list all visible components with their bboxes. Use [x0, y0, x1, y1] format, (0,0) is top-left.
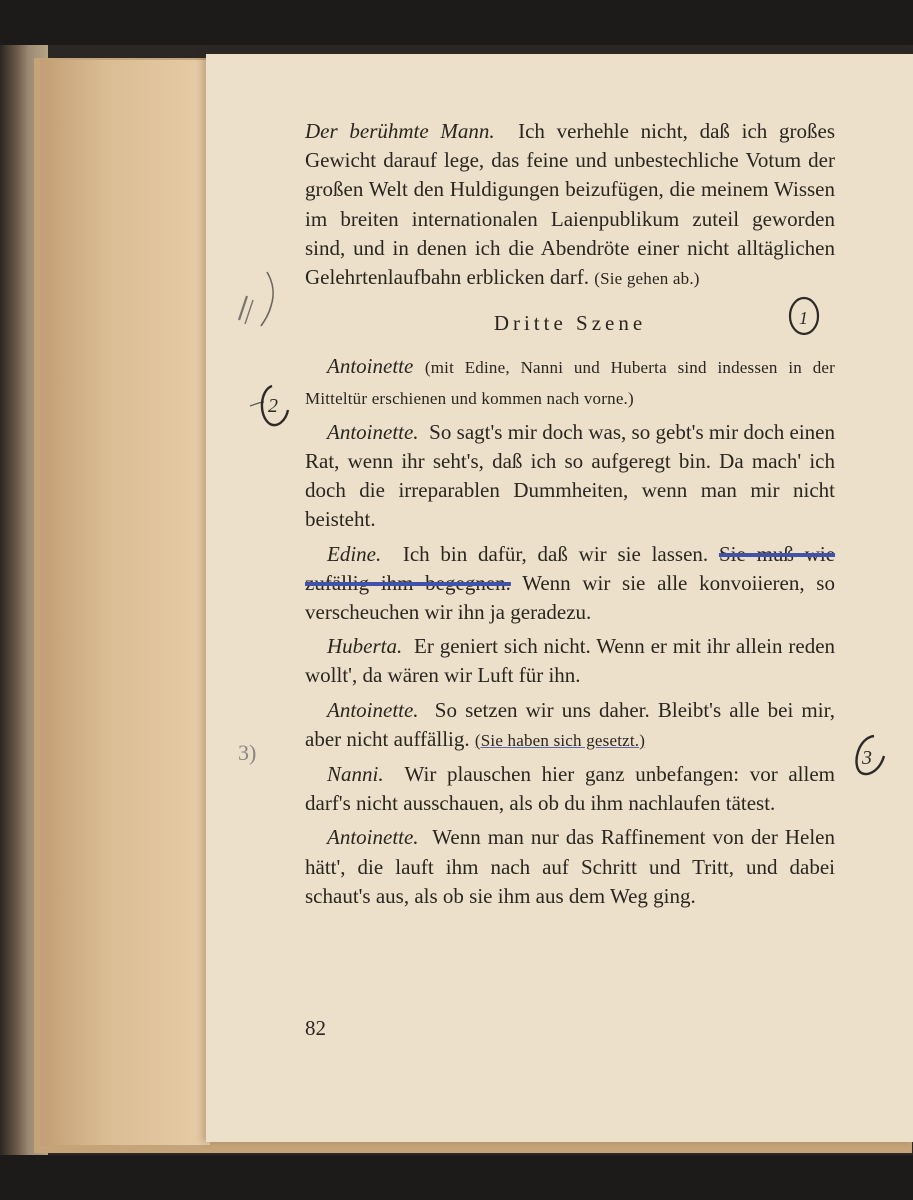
speaker-name: Antoinette.	[327, 697, 419, 722]
svg-text:3: 3	[862, 747, 872, 769]
svg-text:3): 3)	[238, 740, 257, 765]
circled-3-mark	[846, 730, 892, 780]
dialogue-text: So setzen wir uns daher. Bleibt's alle bei mir, aber nicht auffällig.	[305, 697, 835, 751]
stage-direction: (Sie gehen ab.)	[594, 269, 700, 289]
dialogue-text: Ich bin dafür, daß wir sie lassen.	[402, 541, 709, 566]
dialogue-text: Ich verhehle nicht, daß ich großes Gewicht darauf lege, das feine und unbestechliche Votum der großen Welt den Huldigungen beizufügen, die meinem Wissen im breiten internationalen Laienpublikum zuteil geworden sind, und in denen ich die Abendröte einer nicht alltäglichen Gelehrtenlaufbahn erblicken darf.	[305, 119, 835, 290]
speaker-name: Der berühmte Mann.	[305, 119, 495, 143]
circled-2-mark	[246, 380, 302, 432]
stage-direction: (mit Edine, Nanni und Huberta sind indessen in der Mitteltür erschienen und kommen nach vorne.)	[305, 358, 835, 408]
paragraph-4	[305, 540, 835, 628]
svg-text:2: 2	[268, 395, 278, 417]
paragraph-8	[305, 823, 835, 911]
left-page-edge	[40, 60, 210, 1145]
speaker-name: Nanni.	[327, 762, 384, 787]
struck-out-text: Sie muß wie zufällig ihm begegnen.	[305, 541, 836, 595]
paragraph-2	[305, 352, 835, 412]
margin-mark-3	[236, 718, 282, 784]
margin-mark-1	[233, 268, 279, 334]
speaker-name: Antoinette.	[327, 825, 419, 850]
stage-direction: (Sie haben sich gesetzt.)	[474, 730, 646, 750]
dialogue-text: So sagt's mir doch was, so gebt's mir doch einen Rat, wenn ihr seht's, daß ich so aufgeregt bin. Da mach' ich doch die irreparablen Dummheiten, wenn man mir nicht beisteht.	[305, 419, 835, 532]
paragraph-1	[305, 117, 835, 293]
dialogue-text: Wir plauschen hier ganz unbefangen: vor allem darf's nicht ausschauen, als ob du ihm nachlaufen tätest.	[305, 762, 836, 816]
dialogue-text: Wenn wir sie alle konvoiieren, so verscheuchen wir ihn ja geradezu.	[305, 570, 835, 625]
speaker-name: Huberta.	[327, 634, 403, 659]
speaker-name: Antoinette	[327, 354, 414, 379]
svg-text:1: 1	[799, 308, 808, 328]
dialogue-text: Wenn man nur das Raffinement von der Helen hätt', die lauft ihm nach auf Schritt und Tritt, und dabei schaut's aus, als ob sie ihm aus dem Weg ging.	[305, 825, 836, 908]
page-text	[305, 117, 835, 911]
scene-heading: Dritte Szene	[493, 311, 647, 336]
dialogue-text: Er geniert sich nicht. Wenn er mit ihr allein reden wollt', da wären wir Luft für ihn.	[305, 634, 836, 688]
paragraph-6	[305, 696, 835, 755]
paragraph-5	[305, 632, 835, 690]
speaker-name: Antoinette.	[327, 419, 419, 444]
paragraph-3	[305, 418, 835, 535]
page-number: 82	[305, 1016, 326, 1040]
speaker-name: Edine.	[327, 541, 382, 566]
paragraph-7	[305, 760, 835, 818]
